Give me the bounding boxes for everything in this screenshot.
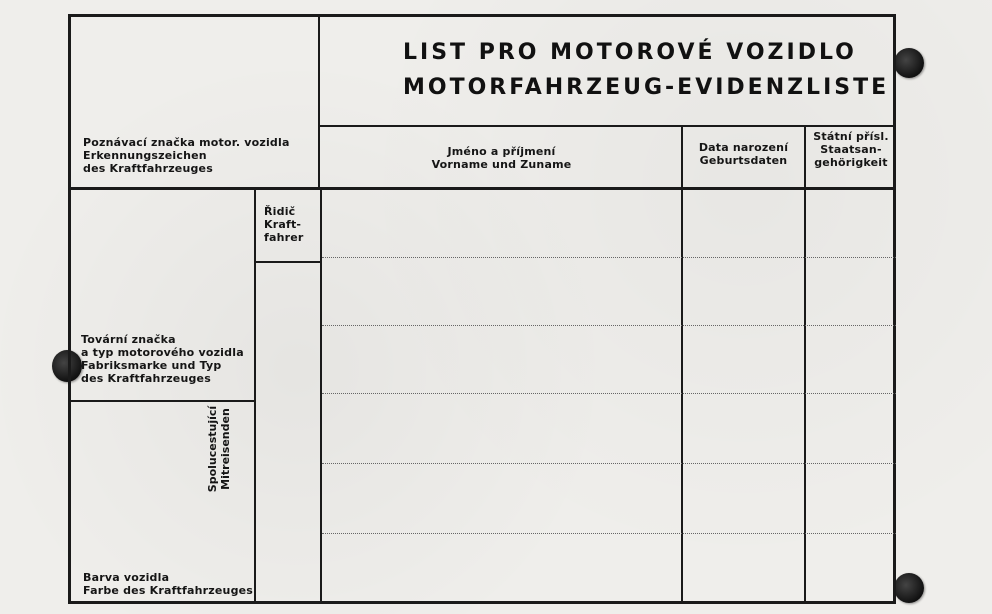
citizenship-header-line: Státní přísl. [813, 130, 889, 143]
row-line [322, 393, 896, 394]
birth-column-header [683, 141, 804, 167]
color-label-line: Barva vozidla [83, 571, 170, 584]
plate-label [83, 136, 290, 175]
make-label-line: Fabriksmarke und Typ [81, 359, 222, 372]
row-line [322, 325, 896, 326]
make-label-line: a typ motorového vozidla [81, 346, 244, 359]
name-header-line: Jméno a příjmení [447, 145, 556, 158]
row-line [322, 533, 896, 534]
passengers-label [206, 406, 232, 492]
driver-label-line: Kraft- [264, 218, 302, 231]
color-label [83, 571, 253, 597]
citizenship-header-line: Staatsan- [820, 143, 882, 156]
title-line-1: LIST PRO MOTOROVÉ VOZIDLO [403, 40, 857, 65]
plate-label-line: Poznávací značka motor. vozidla [83, 136, 290, 149]
row-line [322, 257, 896, 258]
name-column-header [322, 145, 681, 171]
plate-label-line: Erkennungszeichen [83, 149, 207, 162]
citizenship-column-header [806, 130, 896, 169]
punch-hole-top-right [894, 48, 924, 78]
name-header-line: Vorname und Zuname [431, 158, 572, 171]
plate-label-line: des Kraftfahrzeuges [83, 162, 213, 175]
color-label-line: Farbe des Kraftfahrzeuges [83, 584, 254, 597]
make-label-line: des Kraftfahrzeuges [81, 372, 211, 385]
driver-label-line: Řidič [264, 205, 296, 218]
make-label-line: Tovární značka [81, 333, 176, 346]
birth-header-line: Data narození [698, 141, 789, 154]
vehicle-form [68, 14, 896, 604]
punch-hole-bottom-right [894, 573, 924, 603]
make-label [81, 333, 244, 385]
passengers-label-line: Mitreisenden [219, 408, 232, 490]
title-line-2: MOTORFAHRZEUG-EVIDENZLISTE [403, 75, 890, 100]
driver-label-line: fahrer [264, 231, 304, 244]
driver-label [264, 205, 304, 244]
birth-header-line: Geburtsdaten [699, 154, 788, 167]
passengers-label-line: Spolucestující [206, 405, 219, 493]
citizenship-header-line: gehörigkeit [814, 156, 888, 169]
row-line [322, 463, 896, 464]
